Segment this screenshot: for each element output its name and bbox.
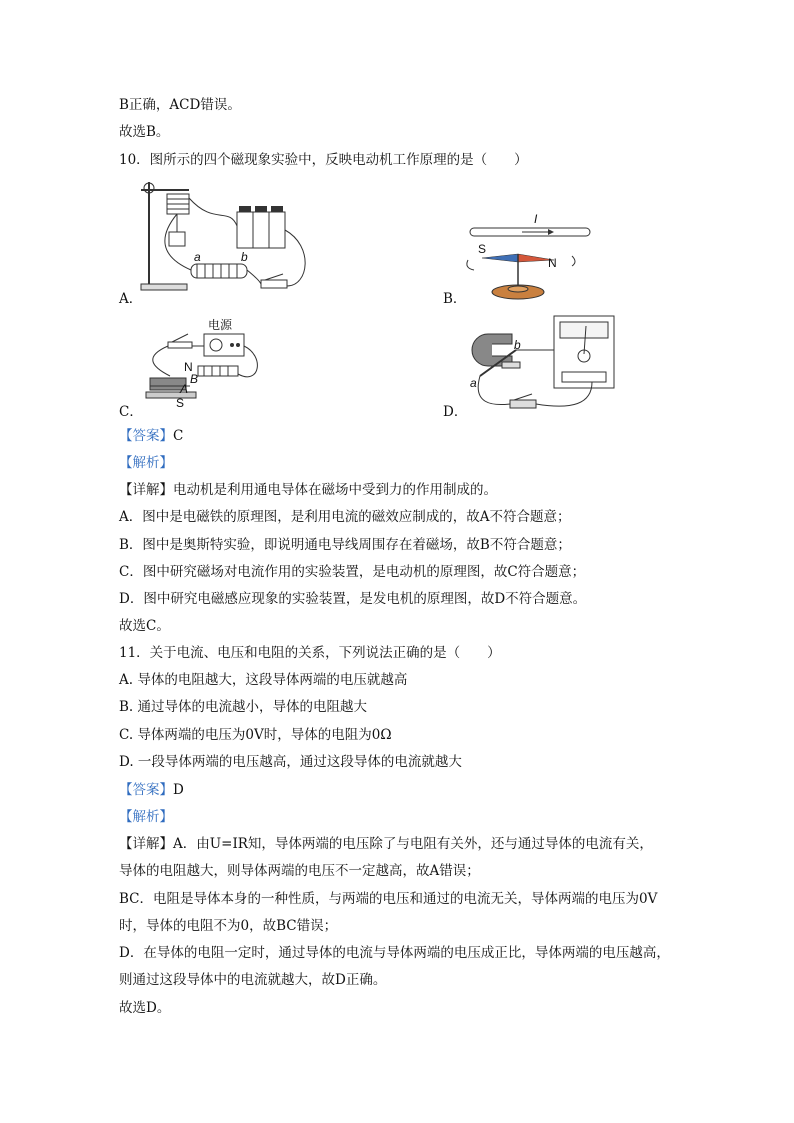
q10-explain-c: C．图中研究磁场对电流作用的实验装置，是电动机的原理图，故C符合题意； <box>119 564 586 580</box>
figure-b-oersted <box>460 210 600 302</box>
fig-d-b-label: b <box>514 338 521 352</box>
fig-c-a-label: A <box>180 382 189 396</box>
q11-answer <box>119 780 184 800</box>
detail-text: 电动机是利用通电导体在磁场中受到力的作用制成的。 <box>173 482 497 498</box>
prev-conclusion: 故选B。 <box>119 124 170 140</box>
q11-detail-2: 导体的电阻越大，则导体两端的电压不一定越高，故A错误； <box>119 863 480 879</box>
q11-detail-6: 则通过这段导体中的电流就越大，故D正确。 <box>119 972 387 988</box>
fig-d-a-label: a <box>470 376 477 390</box>
fig-c-power-label: 电源 <box>208 318 233 332</box>
q11-detail-5: D．在导体的电阻一定时，通过导体的电流与导体两端的电压成正比，导体两端的电压越高， <box>119 945 670 961</box>
fig-b-n-label: N <box>548 256 557 270</box>
q11-stem: 11．关于电流、电压和电阻的关系，下列说法正确的是（ ） <box>119 645 501 661</box>
option-a-label: A． <box>119 291 143 307</box>
answer-tag: 【答案】 <box>119 782 173 798</box>
figure-a-electromagnet <box>119 176 319 302</box>
option-b-label: B． <box>443 291 467 307</box>
fig-c-n-label: N <box>184 360 193 374</box>
figure-c-motor <box>140 316 270 408</box>
analysis-tag: 【解析】 <box>119 455 173 471</box>
detail-tag: 【详解】 <box>119 482 173 498</box>
q11-option-b: B. 通过导体的电流越小，导体的电阻越大 <box>119 699 368 715</box>
q11-analysis-tag <box>119 807 173 827</box>
q11-detail-3: BC．电阻是导体本身的一种性质，与两端的电压和通过的电流无关，导体两端的电压为0V <box>119 891 658 907</box>
prev-answer-line: B正确，ACD错误。 <box>119 97 241 113</box>
fig-c-b-label: B <box>190 372 199 386</box>
answer-tag: 【答案】 <box>119 428 173 444</box>
q11-option-c: C. 导体两端的电压为0V时，导体的电阻为0Ω <box>119 727 392 743</box>
q10-explain-d: D．图中研究电磁感应现象的实验装置，是发电机的原理图，故D不符合题意。 <box>119 591 587 607</box>
fig-a-label-b: b <box>241 250 248 264</box>
fig-b-current-label: I <box>534 212 538 226</box>
q10-stem: 10．图所示的四个磁现象实验中，反映电动机工作原理的是（ ） <box>119 152 528 168</box>
answer-value: D <box>173 782 184 798</box>
option-d-label: D． <box>443 404 468 420</box>
fig-c-s-label: S <box>176 396 185 410</box>
q11-detail-4: 时，导体的电阻不为0，故BC错误； <box>119 918 338 934</box>
q10-conclusion: 故选C。 <box>119 618 170 634</box>
q11-detail-1 <box>119 834 653 854</box>
q10-answer <box>119 426 183 446</box>
analysis-tag: 【解析】 <box>119 809 173 825</box>
q11-option-a: A. 导体的电阻越大，这段导体两端的电压就越高 <box>119 672 408 688</box>
q10-explain-b: B．图中是奥斯特实验，即说明通电导线周围存在着磁场，故B不符合题意； <box>119 537 571 553</box>
detail-text: A．由U=IR知，导体两端的电压除了与电阻有关外，还与通过导体的电流有关， <box>173 836 653 852</box>
option-c-label: C． <box>119 404 143 420</box>
answer-value: C <box>173 428 184 444</box>
detail-tag: 【详解】 <box>119 836 173 852</box>
q10-analysis-tag <box>119 453 173 473</box>
fig-a-label-a: a <box>194 250 201 264</box>
fig-b-s-label: S <box>478 242 487 256</box>
q11-option-d: D. 一段导体两端的电压越高，通过这段导体的电流就越大 <box>119 754 462 770</box>
q10-explain-a: A．图中是电磁铁的原理图，是利用电流的磁效应制成的，故A不符合题意； <box>119 509 571 525</box>
q10-detail <box>119 480 497 500</box>
q11-conclusion: 故选D。 <box>119 1000 171 1016</box>
figure-d-generator <box>462 314 622 414</box>
